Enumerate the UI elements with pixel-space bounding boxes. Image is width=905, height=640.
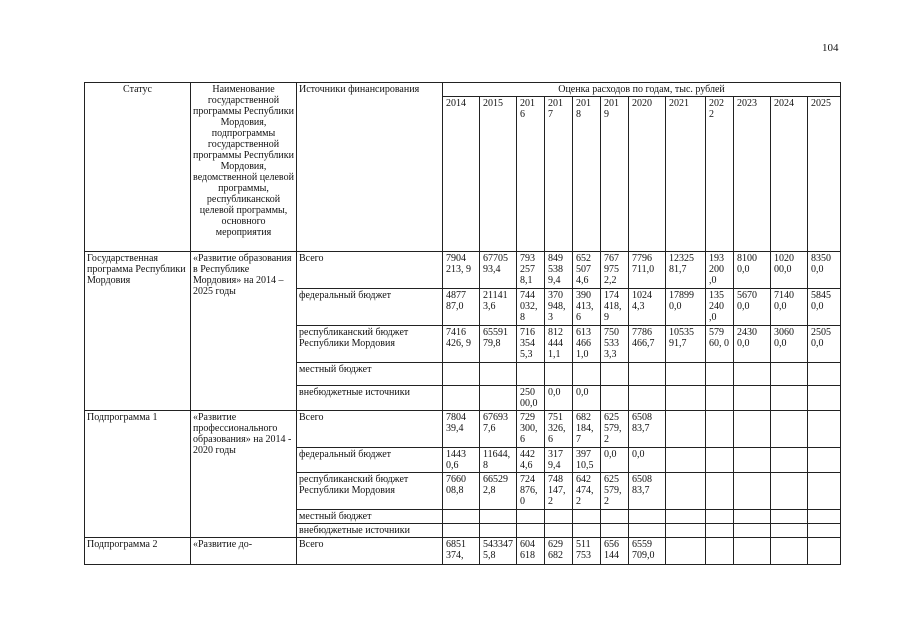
header-year: 2021 — [666, 97, 706, 252]
value-cell: 6508 83,7 — [629, 411, 666, 448]
value-cell — [706, 411, 734, 448]
value-cell: 21141 3,6 — [480, 289, 517, 326]
status-cell: Подпрограмма 2 — [85, 538, 191, 565]
value-cell: 193 200 ,0 — [706, 252, 734, 289]
value-cell: 7804 39,4 — [443, 411, 480, 448]
value-cell — [601, 510, 629, 524]
value-cell: 67705 93,4 — [480, 252, 517, 289]
value-cell — [666, 386, 706, 411]
header-year: 2020 — [629, 97, 666, 252]
funding-source-cell: Всего — [297, 411, 443, 448]
value-cell: 767 975 2,2 — [601, 252, 629, 289]
value-cell — [771, 363, 808, 386]
value-cell: 1024 4,3 — [629, 289, 666, 326]
value-cell: 250 00,0 — [517, 386, 545, 411]
value-cell: 1443 0,6 — [443, 448, 480, 473]
value-cell: 751 326, 6 — [545, 411, 573, 448]
value-cell: 370 948, 3 — [545, 289, 573, 326]
header-sources: Источники финансирования — [297, 83, 443, 252]
value-cell: 2430 0,0 — [734, 326, 771, 363]
value-cell — [517, 363, 545, 386]
program-name-cell: «Развитие образования в Республике Мордовия» на 2014 – 2025 годы — [191, 252, 297, 411]
value-cell: 7786 466,7 — [629, 326, 666, 363]
program-name-cell: «Развитие профессионального образования» на 2014 - 2020 годы — [191, 411, 297, 538]
value-cell: 5670 0,0 — [734, 289, 771, 326]
value-cell: 625 579, 2 — [601, 411, 629, 448]
value-cell — [666, 510, 706, 524]
funding-source-cell: внебюджетные источники — [297, 524, 443, 538]
value-cell: 579 60, 0 — [706, 326, 734, 363]
value-cell — [808, 473, 841, 510]
funding-source-cell: республиканский бюджет Республики Мордовия — [297, 326, 443, 363]
value-cell — [545, 363, 573, 386]
value-cell: 604 618 — [517, 538, 545, 565]
header-year: 2023 — [734, 97, 771, 252]
value-cell: 10535 91,7 — [666, 326, 706, 363]
value-cell: 317 9,4 — [545, 448, 573, 473]
table-row — [85, 252, 841, 289]
value-cell: 0,0 — [545, 386, 573, 411]
header-year: 2024 — [771, 97, 808, 252]
value-cell — [573, 510, 601, 524]
header-status: Статус — [85, 83, 191, 252]
value-cell: 442 4,6 — [517, 448, 545, 473]
header-year: 201 7 — [545, 97, 573, 252]
value-cell: 750 533 3,3 — [601, 326, 629, 363]
funding-source-cell: Всего — [297, 538, 443, 565]
value-cell: 543347 5,8 — [480, 538, 517, 565]
value-cell — [771, 473, 808, 510]
value-cell — [706, 448, 734, 473]
value-cell — [517, 510, 545, 524]
header-year: 2014 — [443, 97, 480, 252]
value-cell: 613 466 1,0 — [573, 326, 601, 363]
budget-table — [84, 82, 841, 565]
value-cell — [734, 363, 771, 386]
table-row — [85, 411, 841, 448]
value-cell: 849 538 9,4 — [545, 252, 573, 289]
header-year: 201 8 — [573, 97, 601, 252]
value-cell: 642 474, 2 — [573, 473, 601, 510]
value-cell: 7904 213, 9 — [443, 252, 480, 289]
value-cell: 6508 83,7 — [629, 473, 666, 510]
value-cell: 65591 79,8 — [480, 326, 517, 363]
page-number: 104 — [822, 42, 839, 54]
value-cell — [771, 524, 808, 538]
value-cell: 744 032, 8 — [517, 289, 545, 326]
value-cell: 793 257 8,1 — [517, 252, 545, 289]
value-cell: 511 753 — [573, 538, 601, 565]
value-cell: 1020 00,0 — [771, 252, 808, 289]
value-cell: 656 144 — [601, 538, 629, 565]
value-cell: 397 10,5 — [573, 448, 601, 473]
funding-source-cell: Всего — [297, 252, 443, 289]
value-cell — [808, 538, 841, 565]
value-cell: 174 418, 9 — [601, 289, 629, 326]
value-cell: 6851 374, — [443, 538, 480, 565]
header-year: 201 6 — [517, 97, 545, 252]
value-cell — [666, 524, 706, 538]
program-name-cell: «Развитие до- — [191, 538, 297, 565]
header-year: 2015 — [480, 97, 517, 252]
value-cell — [601, 363, 629, 386]
value-cell — [808, 411, 841, 448]
value-cell: 7140 0,0 — [771, 289, 808, 326]
value-cell — [573, 524, 601, 538]
value-cell — [629, 524, 666, 538]
table-body — [85, 252, 841, 565]
funding-source-cell: местный бюджет — [297, 363, 443, 386]
value-cell — [734, 448, 771, 473]
value-cell — [666, 363, 706, 386]
value-cell — [480, 510, 517, 524]
value-cell — [706, 386, 734, 411]
value-cell — [706, 473, 734, 510]
value-cell — [771, 538, 808, 565]
value-cell: 11644, 8 — [480, 448, 517, 473]
funding-source-cell: местный бюджет — [297, 510, 443, 524]
value-cell — [666, 473, 706, 510]
value-cell: 8100 0,0 — [734, 252, 771, 289]
value-cell — [706, 524, 734, 538]
value-cell: 12325 81,7 — [666, 252, 706, 289]
value-cell: 66529 2,8 — [480, 473, 517, 510]
funding-source-cell: федеральный бюджет — [297, 289, 443, 326]
value-cell: 0,0 — [601, 448, 629, 473]
value-cell — [443, 524, 480, 538]
funding-source-cell: внебюджетные источники — [297, 386, 443, 411]
value-cell: 0,0 — [629, 448, 666, 473]
header-year: 2025 — [808, 97, 841, 252]
value-cell — [545, 510, 573, 524]
value-cell: 6559 709,0 — [629, 538, 666, 565]
value-cell — [629, 363, 666, 386]
value-cell — [443, 363, 480, 386]
value-cell: 5845 0,0 — [808, 289, 841, 326]
value-cell — [771, 386, 808, 411]
header-estimate: Оценка расходов по годам, тыс. рублей — [443, 83, 841, 97]
value-cell — [480, 363, 517, 386]
value-cell: 3060 0,0 — [771, 326, 808, 363]
funding-source-cell: федеральный бюджет — [297, 448, 443, 473]
value-cell: 724 876, 0 — [517, 473, 545, 510]
funding-source-cell: республиканский бюджет Республики Мордовия — [297, 473, 443, 510]
value-cell — [771, 448, 808, 473]
value-cell — [734, 411, 771, 448]
value-cell — [734, 524, 771, 538]
value-cell: 7416 426, 9 — [443, 326, 480, 363]
value-cell: 748 147, 2 — [545, 473, 573, 510]
value-cell: 135 240 ,0 — [706, 289, 734, 326]
value-cell — [480, 524, 517, 538]
value-cell — [808, 386, 841, 411]
budget-table-wrapper — [84, 82, 841, 565]
value-cell: 7660 08,8 — [443, 473, 480, 510]
header-year: 202 2 — [706, 97, 734, 252]
value-cell: 4877 87,0 — [443, 289, 480, 326]
value-cell — [517, 524, 545, 538]
value-cell — [808, 448, 841, 473]
value-cell — [706, 538, 734, 565]
value-cell — [734, 538, 771, 565]
value-cell — [734, 386, 771, 411]
value-cell: 390 413, 6 — [573, 289, 601, 326]
value-cell: 2505 0,0 — [808, 326, 841, 363]
value-cell — [629, 510, 666, 524]
value-cell: 629 682 — [545, 538, 573, 565]
value-cell — [706, 363, 734, 386]
value-cell — [771, 510, 808, 524]
value-cell: 812 444 1,1 — [545, 326, 573, 363]
value-cell — [771, 411, 808, 448]
value-cell: 652 507 4,6 — [573, 252, 601, 289]
value-cell — [808, 510, 841, 524]
value-cell: 729 300, 6 — [517, 411, 545, 448]
header-row-1 — [85, 83, 841, 97]
value-cell: 67693 7,6 — [480, 411, 517, 448]
value-cell: 682 184, 7 — [573, 411, 601, 448]
value-cell — [734, 510, 771, 524]
status-cell: Государственная программа Республики Мордовия — [85, 252, 191, 411]
value-cell — [666, 411, 706, 448]
header-year: 201 9 — [601, 97, 629, 252]
value-cell — [734, 473, 771, 510]
value-cell: 7796 711,0 — [629, 252, 666, 289]
value-cell — [443, 510, 480, 524]
value-cell — [545, 524, 573, 538]
value-cell — [629, 386, 666, 411]
value-cell — [808, 524, 841, 538]
value-cell — [573, 363, 601, 386]
value-cell — [443, 386, 480, 411]
status-cell: Подпрограмма 1 — [85, 411, 191, 538]
value-cell — [706, 510, 734, 524]
value-cell: 716 354 5,3 — [517, 326, 545, 363]
value-cell: 17899 0,0 — [666, 289, 706, 326]
value-cell — [601, 524, 629, 538]
value-cell — [601, 386, 629, 411]
value-cell — [808, 363, 841, 386]
value-cell: 625 579, 2 — [601, 473, 629, 510]
value-cell — [666, 448, 706, 473]
value-cell — [666, 538, 706, 565]
table-row — [85, 538, 841, 565]
value-cell: 0,0 — [573, 386, 601, 411]
header-program-name: Наименование государственной программы Республики Мордовия, подпрограммы государственной программы Республики Мордовия, ведомственной целевой программы, республиканской целевой программы, основного мероприятия — [191, 83, 297, 252]
value-cell — [480, 386, 517, 411]
value-cell: 8350 0,0 — [808, 252, 841, 289]
